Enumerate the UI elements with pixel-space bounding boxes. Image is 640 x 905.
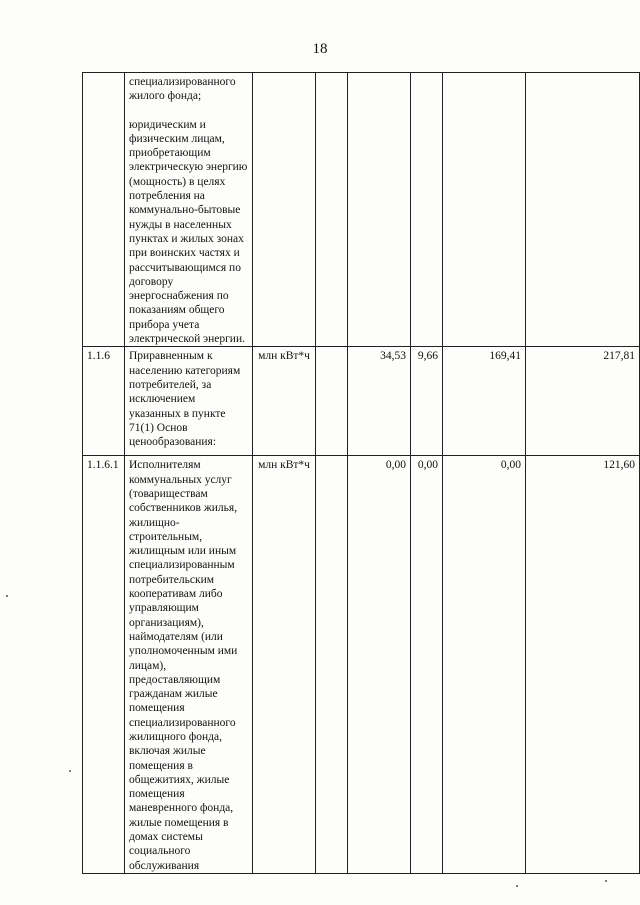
row-unit — [253, 73, 316, 347]
row-value-cell: 121,60 — [526, 456, 640, 874]
description-paragraph: Приравненным к населению категориям потребителей, за исключением указанных в пункте 71(1) Основ ценообразования: — [129, 350, 241, 449]
scan-speck — [6, 595, 8, 597]
row-number — [83, 73, 125, 347]
scan-speck — [605, 880, 607, 882]
scan-speck — [516, 885, 518, 887]
row-number: 1.1.6.1 — [83, 456, 125, 874]
scan-speck — [69, 770, 71, 772]
table-row-1-1-6 — [83, 347, 640, 456]
row-description — [125, 73, 253, 347]
row-value-cell — [316, 456, 348, 874]
description-paragraph: специализированного жилого фонда; — [129, 76, 236, 103]
row-value-cell: 9,66 — [411, 347, 443, 456]
row-number: 1.1.6 — [83, 347, 125, 456]
row-value-cell: 0,00 — [411, 456, 443, 874]
row-value-cell: 0,00 — [348, 456, 411, 874]
table-row-continuation — [83, 73, 640, 347]
row-description — [125, 347, 253, 456]
row-value-cell: 169,41 — [443, 347, 526, 456]
row-value-cell — [316, 347, 348, 456]
row-unit: млн кВт*ч — [253, 347, 316, 456]
row-value-cell — [316, 73, 348, 347]
row-value-cell: 0,00 — [443, 456, 526, 874]
description-paragraph: Исполнителям коммунальных услуг (товариществам собственников жилья, жилищно-строительным, жилищным или иным специализированным потребительским кооперативам либо управляющим организациям), наймодателям (или уполномоченным ими лицам), предоставляющим гражданам жилые помещения специализированного жилищного фонда, включая жилые помещения в общежитиях, жилые помещения маневренного фонда, жилые помещения в домах системы социального обслуживания — [129, 459, 238, 872]
table-row-1-1-6-1 — [83, 456, 640, 874]
row-value-cell — [411, 73, 443, 347]
tariff-table — [82, 72, 640, 874]
row-value-cell — [443, 73, 526, 347]
row-value-cell — [526, 73, 640, 347]
row-value-cell: 34,53 — [348, 347, 411, 456]
page-number: 18 — [312, 41, 328, 57]
row-unit: млн кВт*ч — [253, 456, 316, 874]
row-value-cell — [348, 73, 411, 347]
row-description — [125, 456, 253, 874]
row-value-cell: 217,81 — [526, 347, 640, 456]
description-paragraph: юридическим и физическим лицам, приобретающим электрическую энергию (мощность) в целях потребления на коммунально-бытовые нужды в населенных пунктах и жилых зонах при воинских частях и рассчитывающимся по договору энергоснабжения по показаниям общего прибора учета электрической энергии. — [129, 118, 248, 346]
